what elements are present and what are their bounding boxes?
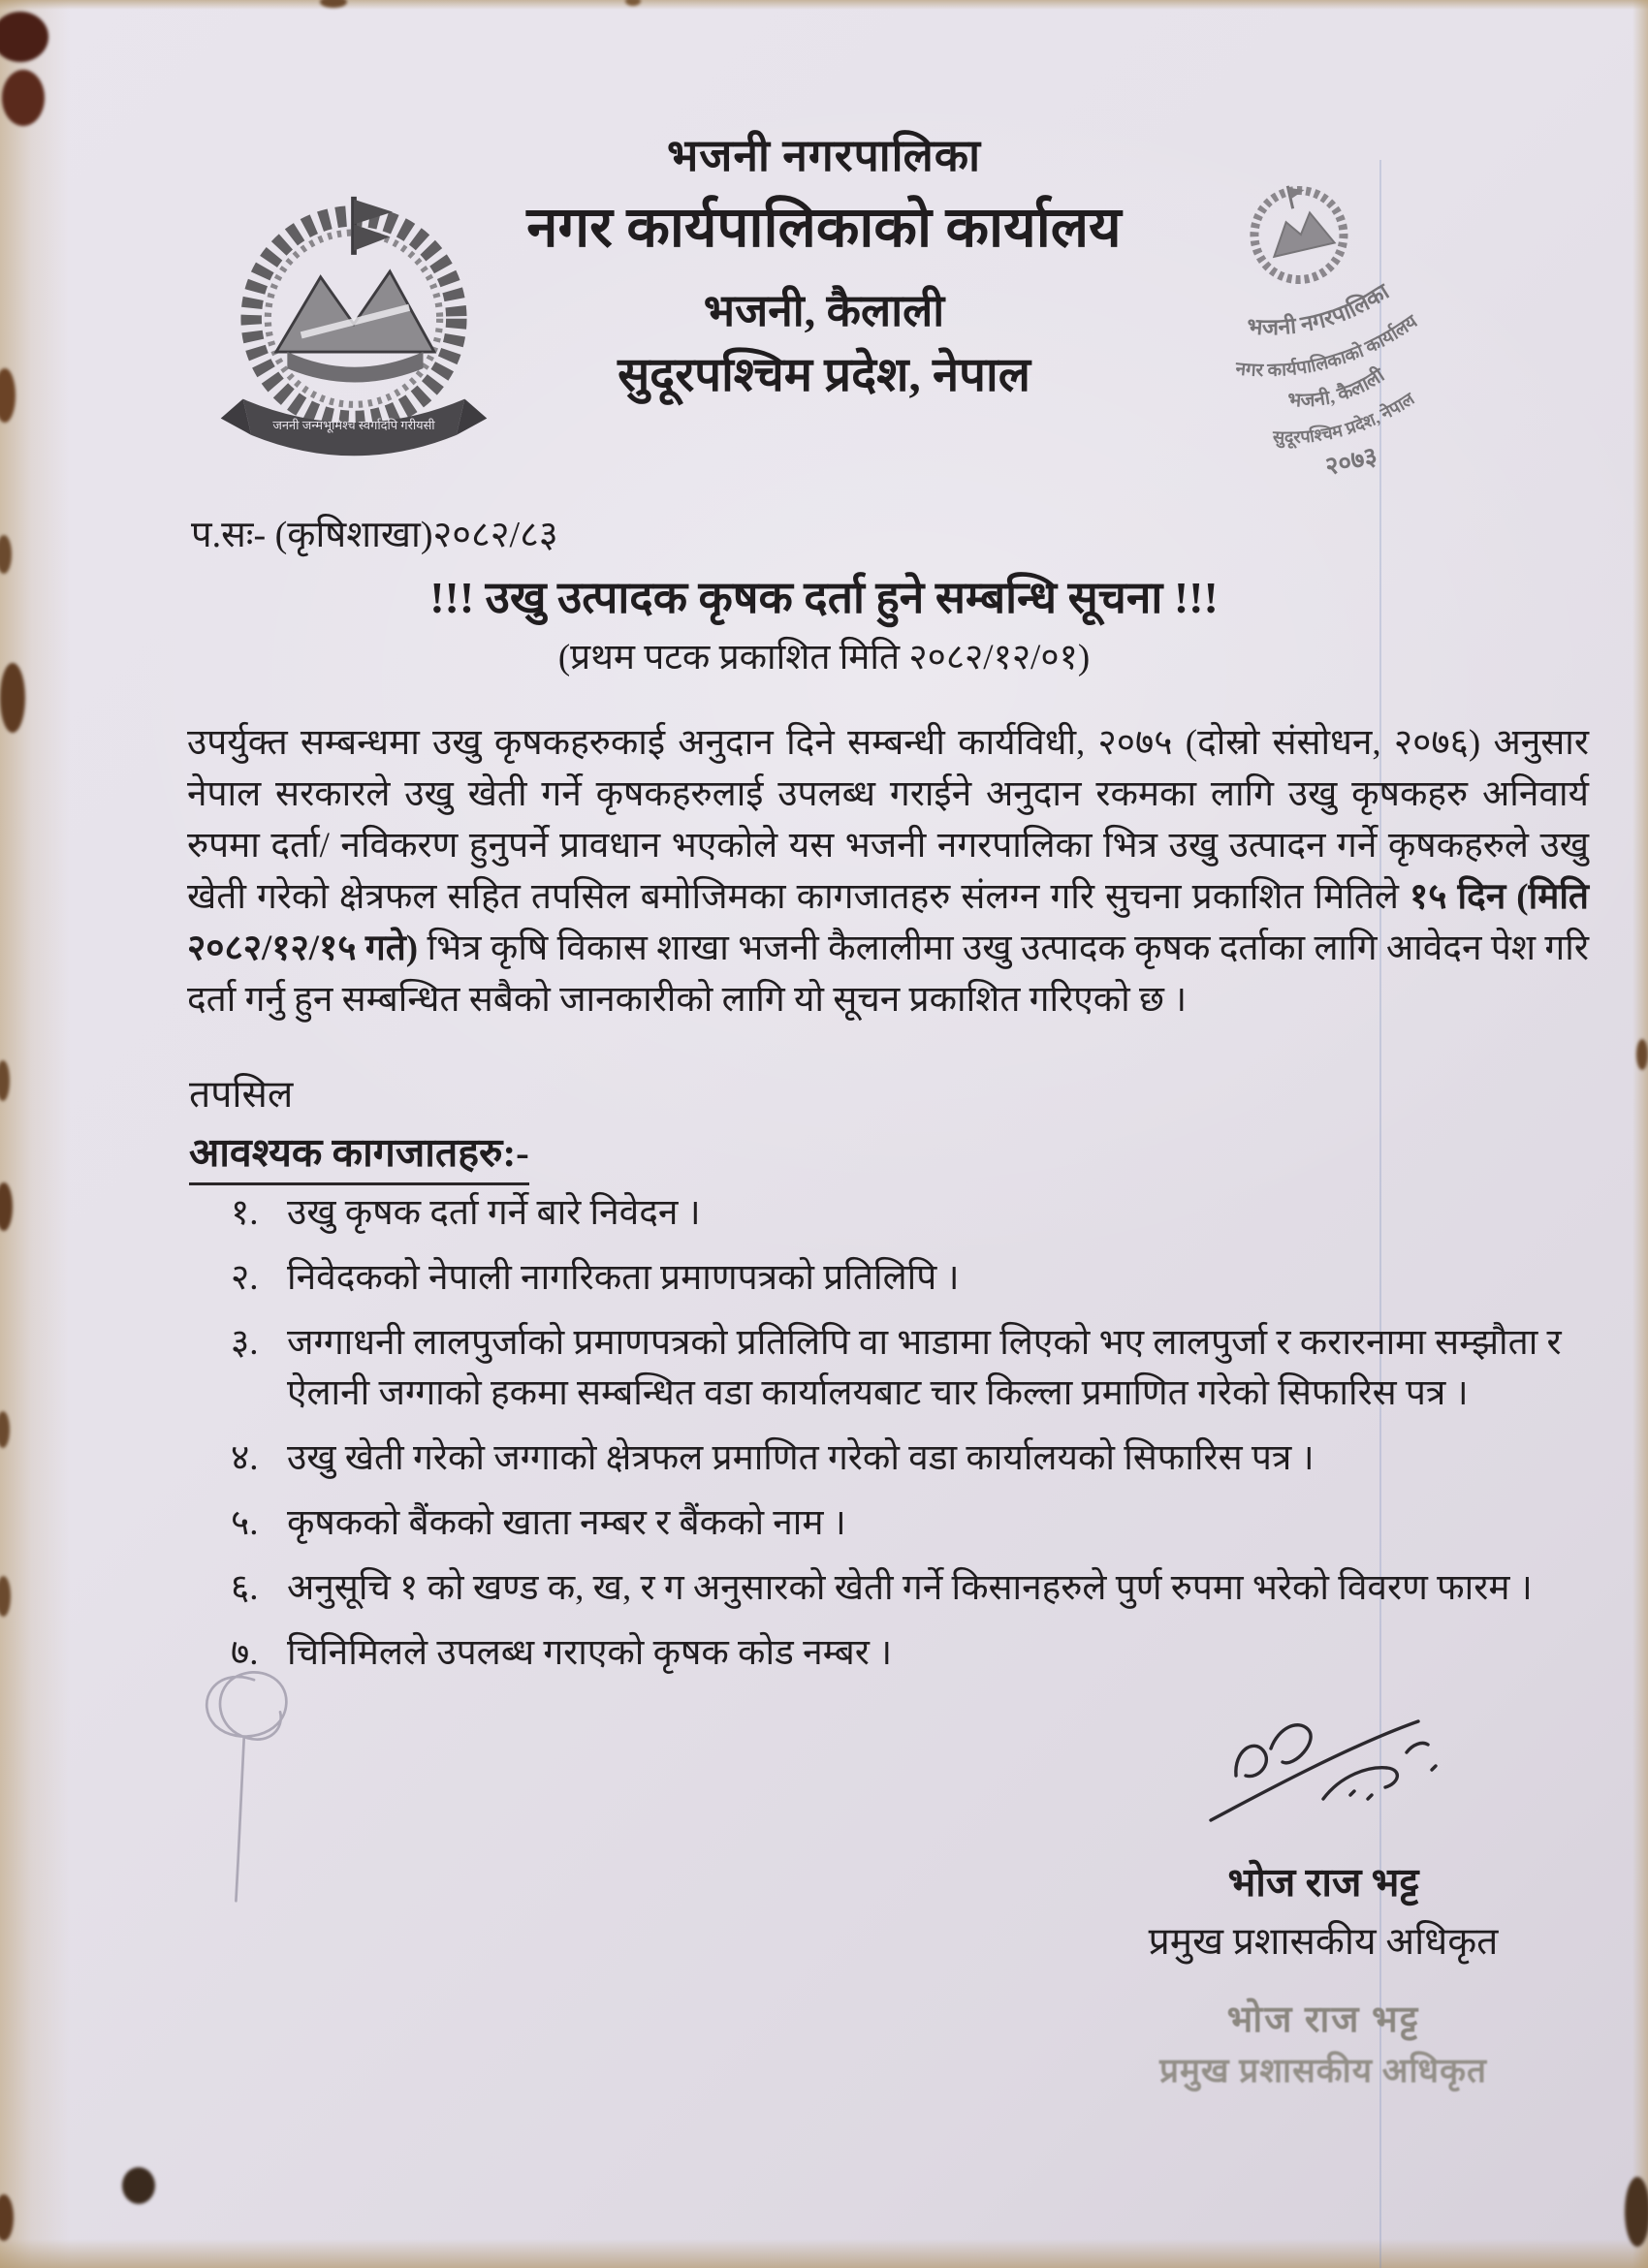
reference-number: प.सः- (कृषिशाखा)२०८२/८३ [191,515,558,555]
list-item-number: ३. [231,1323,259,1363]
notice-body-paragraph [187,717,1589,1025]
list-item-text: निवेदकको नेपाली नागरिकता प्रमाणपत्रको प्रतिलिपि । [287,1258,960,1298]
signature-block [1062,1706,1585,2093]
required-documents-list [231,1188,1598,1693]
list-item-text: चिनिमिलले उपलब्ध गराएको कृषक कोड नम्बर । [287,1633,893,1673]
list-item [231,1253,1598,1304]
list-item [231,1563,1598,1614]
body-text-1: उपर्युक्त सम्बन्धमा उखु कृषकहरुकाई अनुदान दिने सम्बन्धी कार्यविधी, २०७५ (दोस्रो संसोधन, २०७६) अनुसार नेपाल सरकारले उखु खेती गर्ने कृषकहरुलाई उपलब्ध गराईने अनुदान रकमका लागि उखु कृषकहरु अनिवार्य रुपमा दर्ता/ नविकरण हुनुपर्ने प्रावधान भएकोले यस भजनी नगरपालिका भित्र उखु उत्पादन गर्ने कृषकहरुले उखु खेती गरेको क्षेत्रफल सहित तपसिल बमोजिमका कागजातहरु संलग्न गरि सुचना प्रकाशित मितिले [187,723,1589,917]
list-item-text: उखु खेती गरेको जग्गाको क्षेत्रफल प्रमाणित गरेको वडा कार्यालयको सिफारिस पत्र । [287,1438,1315,1478]
stamped-signatory-title: प्रमुख प्रशासकीय अधिकृत [1159,2052,1487,2090]
scan-blotch [1625,2177,1648,2247]
list-item [231,1433,1598,1484]
header-province: सुदूरपश्चिम प्रदेश, नेपाल [618,348,1030,401]
stamp-year: २०७३ [1322,441,1380,482]
list-item-text: जग्गाधनी लालपुर्जाको प्रमाणपत्रको प्रतिलिपि वा भाडामा लिएको भए लालपुर्जा र करारनामा सम्झौता र ऐलानी जग्गाको हकमा सम्बन्धित वडा कार्यालयबाट चार किल्ला प्रमाणित गरेको सिफारिस पत्र । [287,1323,1562,1413]
notice-title: !!! उखु उत्पादक कृषक दर्ता हुने सम्बन्धि सूचना !!! [429,573,1219,622]
list-item-number: ७. [231,1633,259,1673]
list-item [231,1318,1598,1419]
body-text-deadline: १५ दिन (मिति २०८२/१२/१५ गते) [187,877,1589,968]
notice-published-date: (प्रथम पटक प्रकाशित मिति २०८२/१२/०१) [557,638,1091,677]
signatory-name: भोज राज भट्ट [1227,1860,1419,1905]
header-location: भजनी, कैलाली [703,286,945,335]
scan-edge-left [0,0,70,2268]
stamped-signatory-name: भोज राज भट्ट [1226,2000,1420,2040]
list-item-number: ५. [231,1503,259,1543]
stamp-line4: सुदूरपश्चिम प्रदेश, नेपाल [1272,389,1418,448]
list-item-text: उखु कृषक दर्ता गर्ने बारे निवेदन । [287,1193,701,1233]
list-item-number: १. [231,1193,259,1233]
stamp-line3: भजनी, कैलाली [1286,364,1389,412]
emblem-motto: जननी जन्मभूमिश्च स्वर्गादपि गरीयसी [272,419,435,433]
header-municipality: भजनी नगरपालिका [666,131,982,180]
list-item-text: अनुसूचि १ को खण्ड क, ख, र ग अनुसारको खेती गर्ने किसानहरुले पुर्ण रुपमा भरेको विवरण फारम । [287,1568,1533,1608]
header-office: नगर कार्यपालिकाको कार्यालय [526,196,1122,259]
scan-edge-top [0,0,1648,10]
required-documents-heading: आवश्यक कागजातहरु:- [189,1124,529,1185]
emblem-banner [221,399,488,457]
scan-edge-right [1632,0,1648,2268]
pen-scribble [170,1648,334,1919]
list-item-text: कृषकको बैंकको खाता नम्बर र बैंकको नाम । [287,1503,846,1543]
details-heading: तपसिल [189,1074,294,1116]
list-item [231,1628,1598,1679]
scan-blotch [2,70,45,126]
handwritten-signature [1178,1706,1469,1842]
list-item [231,1498,1598,1549]
body-text-2: भित्र कृषि विकास शाखा भजनी कैलालीमा उखु उत्पादक कृषक दर्ताका लागि आवेदन पेश गरि दर्ता गर्नु हुन सम्बन्धित सबैको जानकारीको लागि यो सूचन प्रकाशित गरिएको छ । [187,929,1589,1020]
list-item-number: ६. [231,1568,259,1608]
list-item-number: २. [231,1258,259,1298]
signatory-title: प्रमुख प्रशासकीय अधिकृत [1148,1921,1499,1963]
list-item [231,1188,1598,1239]
stamp-line1: भजनी नगरपालिका [1246,279,1394,340]
list-item-number: ४. [231,1438,259,1478]
scan-blotch [122,2167,155,2204]
stamp-line2: नगर कार्यपालिकाको कार्यालय [1234,311,1422,382]
scan-blotch [1636,1039,1648,1070]
scan-edge-bottom [0,2239,1648,2268]
